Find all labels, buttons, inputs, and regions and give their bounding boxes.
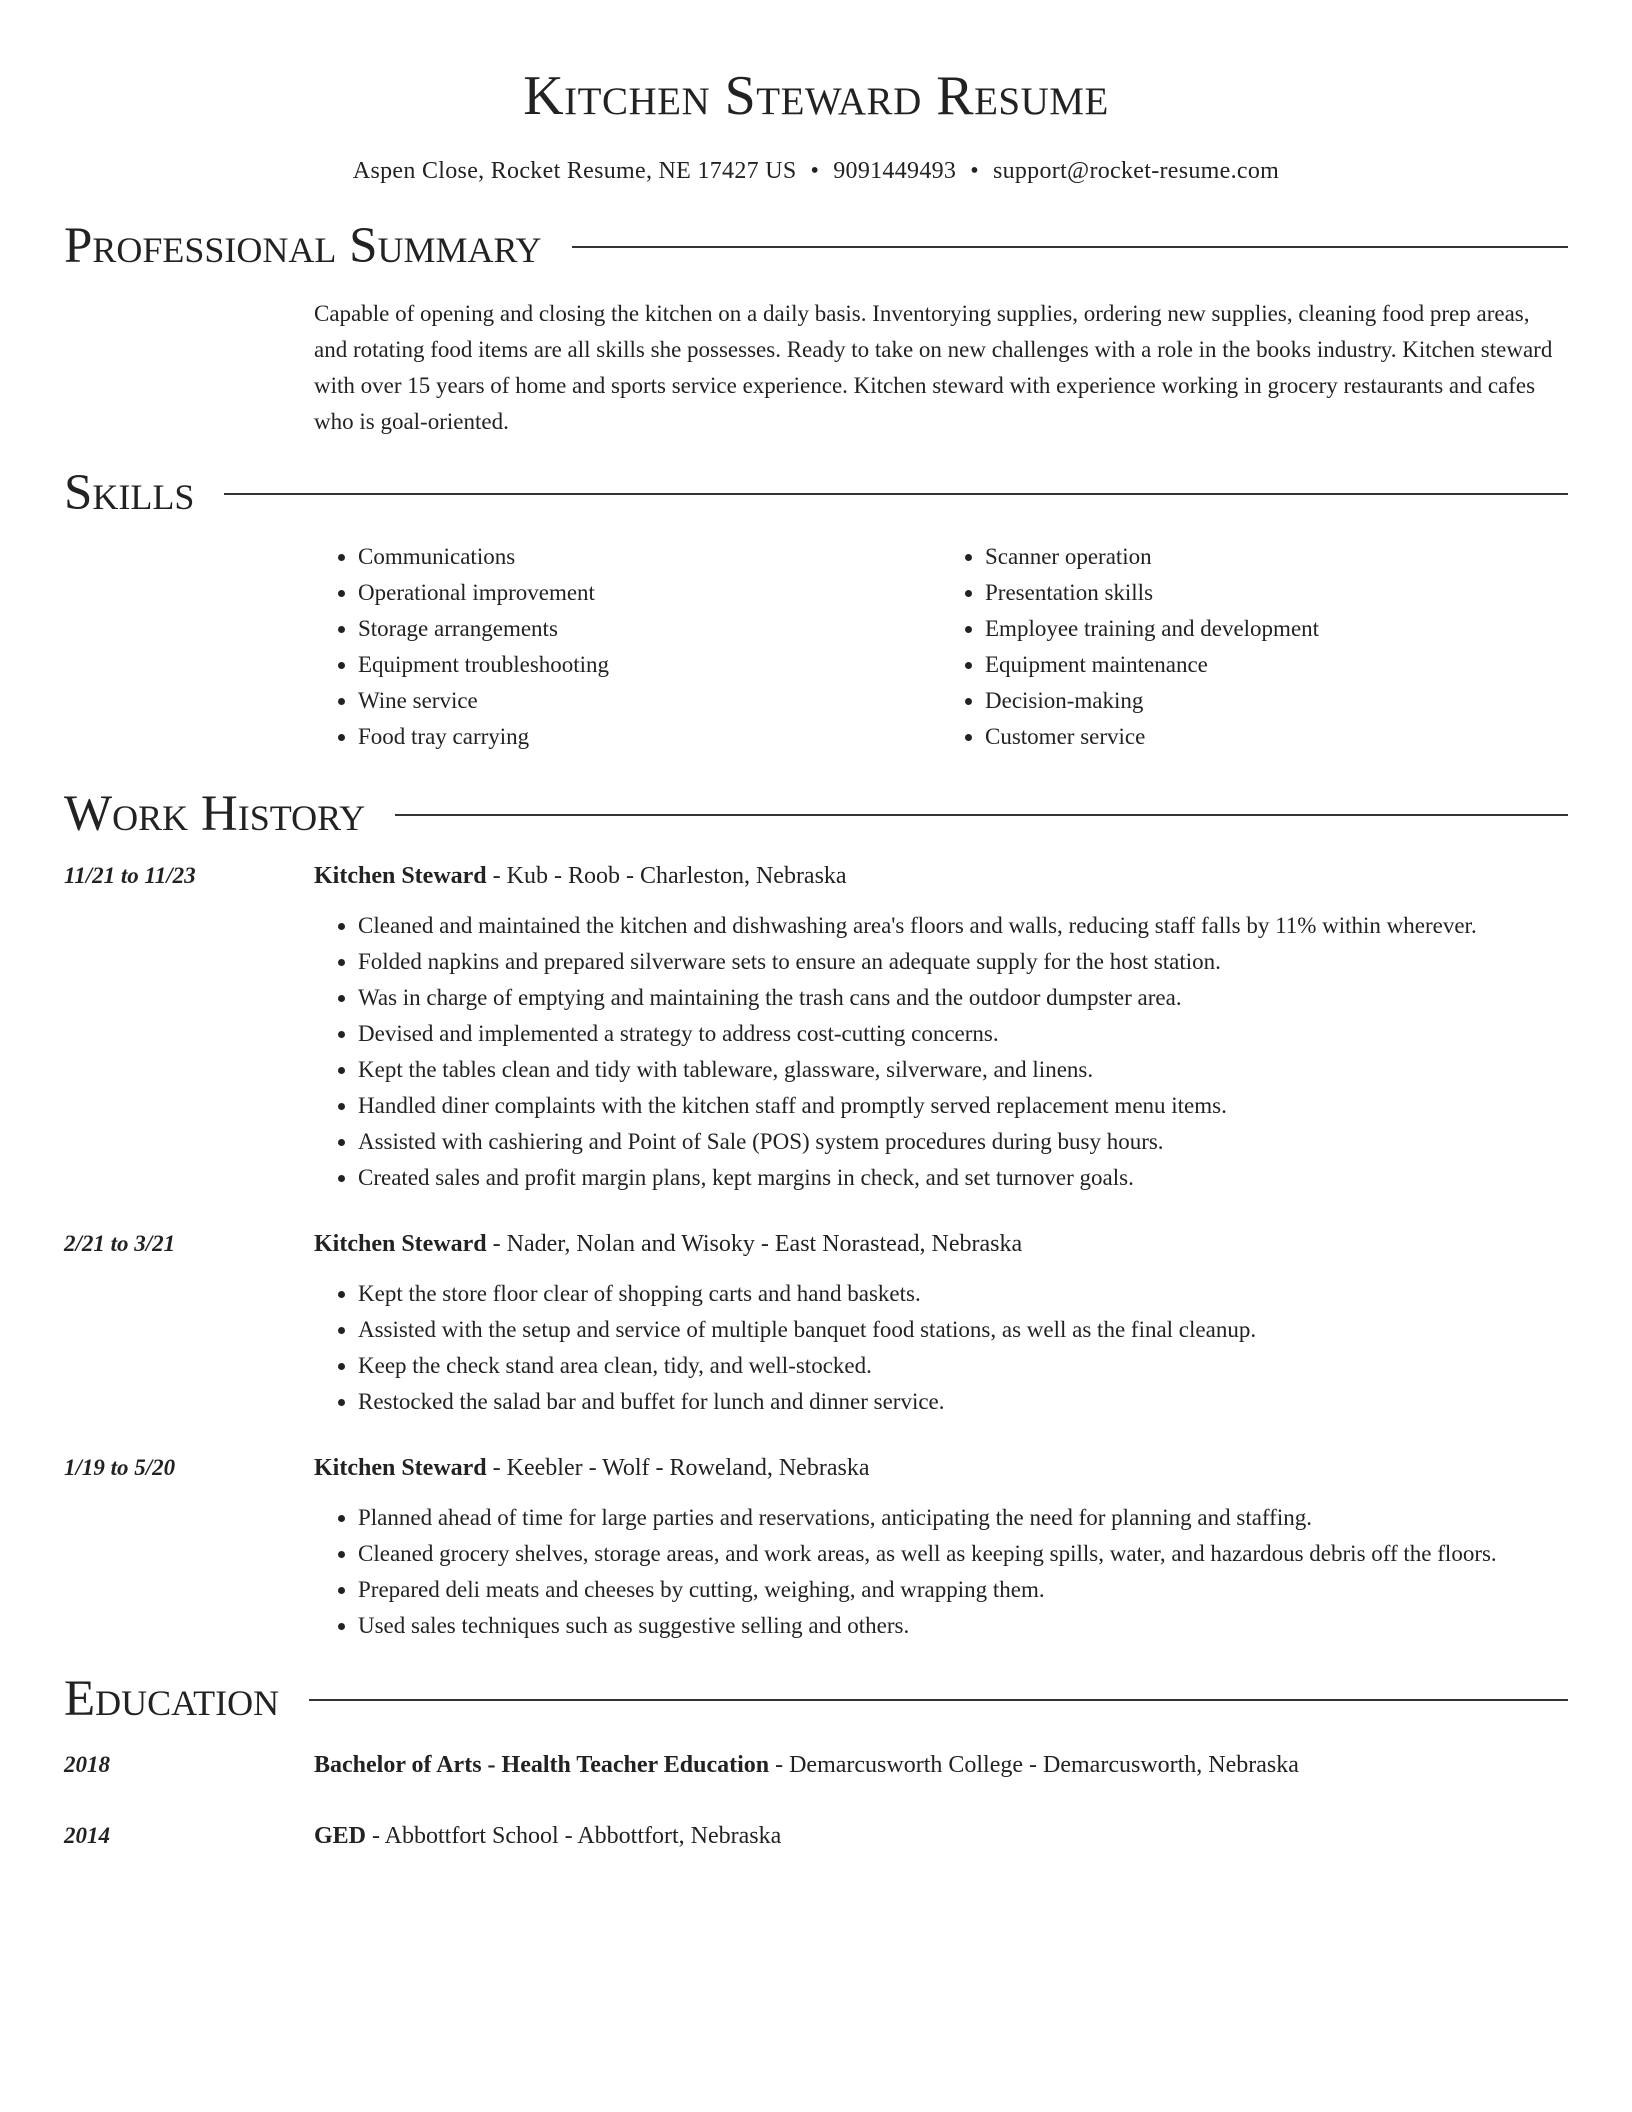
skill-item: • Wine service xyxy=(358,683,941,719)
section-divider xyxy=(224,493,1568,495)
job-duties xyxy=(314,1500,1568,1644)
skill-item: • Communications xyxy=(358,539,941,575)
skill-item: • Scanner operation xyxy=(985,539,1568,575)
skill-item: • Customer service xyxy=(985,719,1568,755)
education-year: 2014 xyxy=(64,1823,110,1849)
contact-address: Aspen Close, Rocket Resume, NE 17427 US xyxy=(352,158,797,185)
job-employer: - Nader, Nolan and Wisoky - East Norastead, Nebraska xyxy=(486,1231,1023,1258)
duty-item: • Was in charge of emptying and maintaining the trash cans and the outdoor dumpster area. xyxy=(358,980,1568,1016)
education-section-header xyxy=(64,1671,1568,1728)
job-entry xyxy=(64,1226,1568,1420)
duty-item: • Kept the tables clean and tidy with tableware, glassware, silverware, and linens. xyxy=(358,1052,1568,1088)
contact-phone: 9091449493 xyxy=(833,158,957,185)
duty-item: • Used sales techniques such as suggestive selling and others. xyxy=(358,1608,1568,1644)
duty-item: • Folded napkins and prepared silverware sets to ensure an adequate supply for the host station. xyxy=(358,944,1568,980)
skill-item: • Employee training and development xyxy=(985,611,1568,647)
section-divider xyxy=(309,1699,1568,1701)
work-section-header xyxy=(64,786,1568,843)
education-line xyxy=(314,1818,781,1854)
skill-item: • Storage arrangements xyxy=(358,611,941,647)
skill-item: • Equipment maintenance xyxy=(985,647,1568,683)
duty-item: • Restocked the salad bar and buffet for lunch and dinner service. xyxy=(358,1384,1568,1420)
job-duties xyxy=(314,1276,1568,1420)
summary-heading: Professional Summary xyxy=(64,218,542,275)
section-divider xyxy=(572,246,1568,248)
job-body xyxy=(314,1450,1568,1644)
education-degree: Bachelor of Arts - Health Teacher Education xyxy=(314,1752,770,1779)
job-title-line xyxy=(314,1450,1568,1486)
skill-item: • Decision-making xyxy=(985,683,1568,719)
contact-separator: • xyxy=(810,158,820,185)
duty-item: • Cleaned and maintained the kitchen and dishwashing area's floors and walls, reducing staff falls by 11% within wherever. xyxy=(358,908,1568,944)
education-year: 2018 xyxy=(64,1752,110,1778)
job-title-line xyxy=(314,858,1568,894)
contact-separator: • xyxy=(970,158,979,185)
education-entry xyxy=(64,1747,1568,1783)
job-employer: - Keebler - Wolf - Roweland, Nebraska xyxy=(486,1455,870,1482)
duty-item: • Prepared deli meats and cheeses by cutting, weighing, and wrapping them. xyxy=(358,1572,1568,1608)
skill-item: • Food tray carrying xyxy=(358,719,941,755)
education-heading: Education xyxy=(64,1671,280,1728)
job-dates: 2/21 to 3/21 xyxy=(64,1231,176,1257)
summary-text: Capable of opening and closing the kitchen on a daily basis. Inventorying supplies, ordering new supplies, cleaning food prep areas, and rotating food items are all skills she possesses. Ready to take on new challenges with a role in the books industry. Kitchen steward with over 15 years of home and sports service experience. Kitchen steward with experience working in grocery restaurants and cafes who is goal-oriented. xyxy=(314,301,1553,435)
duty-item: • Kept the store floor clear of shopping carts and hand baskets. xyxy=(358,1276,1568,1312)
job-title: Kitchen Steward xyxy=(314,1455,487,1482)
skills-grid xyxy=(314,539,1568,755)
section-divider xyxy=(395,814,1568,816)
skills-section-header xyxy=(64,465,1568,522)
duty-item: • Keep the check stand area clean, tidy, and well-stocked. xyxy=(358,1348,1568,1384)
job-dates: 1/19 to 5/20 xyxy=(64,1455,176,1481)
education-entry xyxy=(64,1818,1568,1854)
skill-item: • Operational improvement xyxy=(358,575,941,611)
contact-email: support@rocket-resume.com xyxy=(992,158,1280,185)
skills-heading: Skills xyxy=(64,465,195,522)
job-body xyxy=(314,858,1568,1196)
work-heading: Work History xyxy=(64,786,366,843)
job-entry xyxy=(64,858,1568,1196)
job-dates: 11/21 to 11/23 xyxy=(64,863,196,889)
duty-item: • Devised and implemented a strategy to address cost-cutting concerns. xyxy=(358,1016,1568,1052)
duty-item: • Planned ahead of time for large parties and reservations, anticipating the need for planning and staffing. xyxy=(358,1500,1568,1536)
skills-list-right xyxy=(941,539,1568,755)
job-duties xyxy=(314,908,1568,1196)
skill-item: • Presentation skills xyxy=(985,575,1568,611)
job-entry xyxy=(64,1450,1568,1644)
contact-line xyxy=(64,158,1568,185)
duty-item: • Created sales and profit margin plans, kept margins in check, and set turnover goals. xyxy=(358,1160,1568,1196)
job-body xyxy=(314,1226,1568,1420)
skills-list-left xyxy=(314,539,941,755)
duty-item: • Handled diner complaints with the kitchen staff and promptly served replacement menu items. xyxy=(358,1088,1568,1124)
duty-item: • Assisted with cashiering and Point of Sale (POS) system procedures during busy hours. xyxy=(358,1124,1568,1160)
duty-item: • Cleaned grocery shelves, storage areas, and work areas, as well as keeping spills, water, and hazardous debris off the floors. xyxy=(358,1536,1568,1572)
resume-page xyxy=(64,0,1568,1854)
job-title: Kitchen Steward xyxy=(314,1231,487,1258)
summary-section-header xyxy=(64,218,1568,275)
job-employer: - Kub - Roob - Charleston, Nebraska xyxy=(486,863,847,890)
duty-item: • Assisted with the setup and service of multiple banquet food stations, as well as the final cleanup. xyxy=(358,1312,1568,1348)
job-title: Kitchen Steward xyxy=(314,863,487,890)
education-line xyxy=(314,1747,1299,1783)
job-title-line xyxy=(314,1226,1568,1262)
education-school: - Abbottfort School - Abbottfort, Nebraska xyxy=(366,1823,782,1850)
resume-title: Kitchen Steward Resume xyxy=(523,65,1109,127)
education-degree: GED xyxy=(314,1823,367,1850)
education-school: - Demarcusworth College - Demarcusworth, Nebraska xyxy=(769,1752,1299,1779)
skill-item: • Equipment troubleshooting xyxy=(358,647,941,683)
